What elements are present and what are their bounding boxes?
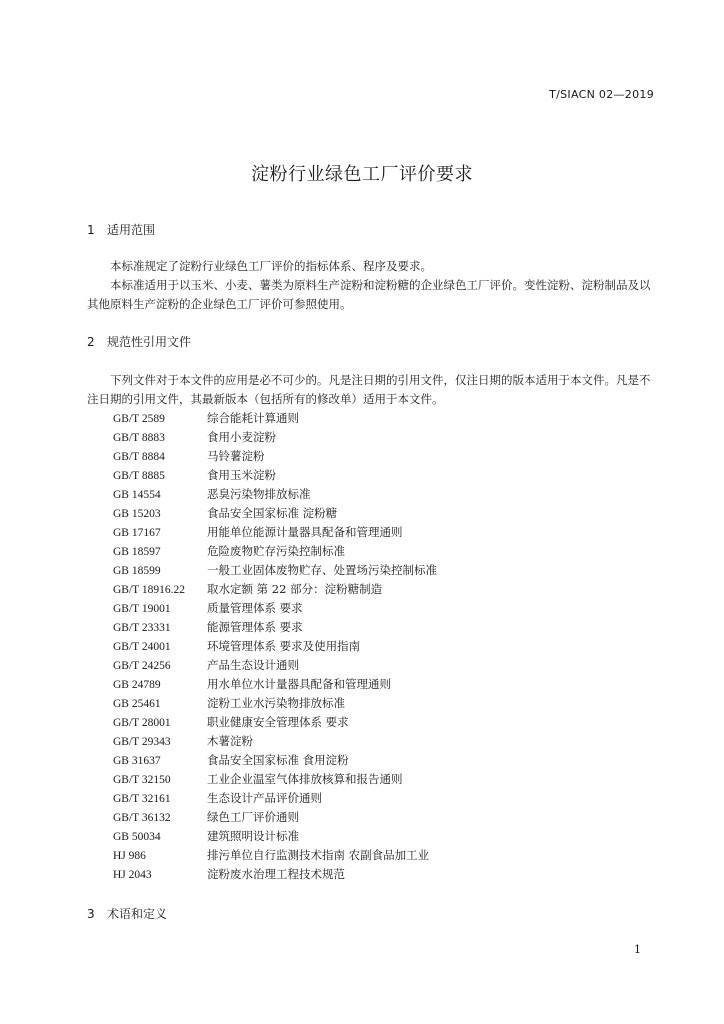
reference-name: 排污单位自行监测技术指南 农副食品加工业 bbox=[207, 848, 430, 862]
reference-name: 产品生态设计通则 bbox=[207, 658, 299, 672]
reference-name: 建筑照明设计标准 bbox=[207, 829, 299, 843]
reference-item bbox=[113, 409, 437, 428]
reference-name: 一般工业固体废物贮存、处置场污染控制标准 bbox=[207, 563, 437, 577]
reference-name: 用水单位水计量器具配备和管理通则 bbox=[207, 677, 391, 691]
reference-code: GB 18599 bbox=[113, 565, 161, 577]
section-title: 规范性引用文件 bbox=[107, 335, 192, 349]
reference-item bbox=[113, 789, 437, 808]
reference-name: 食品安全国家标准 食用淀粉 bbox=[207, 753, 349, 767]
paragraph: 本标准适用于以玉米、小麦、薯类为原料生产淀粉和淀粉糖的企业绿色工厂评价。变性淀粉、淀粉制品及以其他原料生产淀粉的企业绿色工厂评价可参照使用。 bbox=[87, 278, 651, 311]
reference-code: GB 31637 bbox=[113, 755, 161, 767]
reference-name: 淀粉工业水污染物排放标准 bbox=[207, 696, 345, 710]
reference-name: 食用小麦淀粉 bbox=[207, 430, 276, 444]
reference-code: GB/T 24001 bbox=[113, 641, 171, 653]
reference-name: 木薯淀粉 bbox=[207, 734, 253, 748]
reference-name: 取水定额 第 22 部分：淀粉糖制造 bbox=[207, 582, 383, 596]
reference-name: 马铃薯淀粉 bbox=[207, 449, 265, 463]
reference-code: GB/T 2589 bbox=[113, 413, 165, 425]
reference-item bbox=[113, 675, 437, 694]
reference-code: HJ 986 bbox=[113, 850, 146, 862]
reference-item bbox=[113, 827, 437, 846]
reference-item bbox=[113, 599, 437, 618]
reference-item bbox=[113, 732, 437, 751]
page-number: 1 bbox=[634, 943, 641, 956]
reference-name: 生态设计产品评价通则 bbox=[207, 791, 322, 805]
paragraph: 下列文件对于本文件的应用是必不可少的。凡是注日期的引用文件，仅注日期的版本适用于本文件。凡是不注日期的引用文件，其最新版本（包括所有的修改单）适用于本文件。 bbox=[87, 373, 651, 406]
section-heading-2 bbox=[87, 333, 191, 350]
reference-item bbox=[113, 656, 437, 675]
document-title: 淀粉行业绿色工厂评价要求 bbox=[251, 164, 473, 185]
reference-name: 绿色工厂评价通则 bbox=[207, 810, 299, 824]
reference-item bbox=[113, 637, 437, 656]
reference-item bbox=[113, 846, 437, 865]
reference-name: 恶臭污染物排放标准 bbox=[207, 487, 311, 501]
reference-code: GB/T 24256 bbox=[113, 660, 171, 672]
reference-item bbox=[113, 618, 437, 637]
section-heading-3 bbox=[87, 905, 167, 922]
section-title: 术语和定义 bbox=[107, 907, 168, 921]
paragraph: 本标准规定了淀粉行业绿色工厂评价的指标体系、程序及要求。 bbox=[110, 259, 432, 273]
section-number: 3 bbox=[87, 907, 95, 921]
reference-code: HJ 2043 bbox=[113, 869, 152, 881]
reference-code: GB 14554 bbox=[113, 489, 161, 501]
reference-name: 环境管理体系 要求及使用指南 bbox=[207, 639, 361, 653]
reference-code: GB 18597 bbox=[113, 546, 161, 558]
reference-item bbox=[113, 770, 437, 789]
reference-item bbox=[113, 808, 437, 827]
reference-name: 食用玉米淀粉 bbox=[207, 468, 276, 482]
reference-code: GB/T 18916.22 bbox=[113, 584, 185, 596]
reference-code: GB 15203 bbox=[113, 508, 161, 520]
reference-code: GB/T 29343 bbox=[113, 736, 171, 748]
reference-code: GB 50034 bbox=[113, 831, 161, 843]
reference-code: GB 24789 bbox=[113, 679, 161, 691]
reference-item bbox=[113, 580, 437, 599]
reference-code: GB/T 8885 bbox=[113, 470, 165, 482]
reference-code: GB/T 8883 bbox=[113, 432, 165, 444]
reference-item bbox=[113, 751, 437, 770]
reference-name: 食品安全国家标准 淀粉糖 bbox=[207, 506, 338, 520]
section-heading-1 bbox=[87, 221, 155, 238]
reference-item bbox=[113, 865, 437, 884]
reference-item bbox=[113, 466, 437, 485]
reference-item bbox=[113, 428, 437, 447]
reference-list bbox=[113, 409, 437, 884]
reference-item bbox=[113, 523, 437, 542]
reference-item bbox=[113, 447, 437, 466]
reference-item bbox=[113, 561, 437, 580]
reference-name: 淀粉废水治理工程技术规范 bbox=[207, 867, 345, 881]
reference-code: GB 17167 bbox=[113, 527, 161, 539]
reference-code: GB 25461 bbox=[113, 698, 161, 710]
reference-name: 危险废物贮存污染控制标准 bbox=[207, 544, 345, 558]
reference-name: 综合能耗计算通则 bbox=[207, 411, 299, 425]
reference-item bbox=[113, 713, 437, 732]
reference-code: GB/T 32150 bbox=[113, 774, 171, 786]
section-number: 1 bbox=[87, 223, 95, 237]
reference-name: 能源管理体系 要求 bbox=[207, 620, 303, 634]
reference-code: GB/T 32161 bbox=[113, 793, 171, 805]
section-number: 2 bbox=[87, 335, 95, 349]
reference-name: 职业健康安全管理体系 要求 bbox=[207, 715, 349, 729]
reference-code: GB/T 28001 bbox=[113, 717, 171, 729]
reference-code: GB/T 23331 bbox=[113, 622, 171, 634]
reference-code: GB/T 8884 bbox=[113, 451, 165, 463]
reference-name: 用能单位能源计量器具配备和管理通则 bbox=[207, 525, 403, 539]
reference-name: 工业企业温室气体排放核算和报告通则 bbox=[207, 772, 403, 786]
standard-code: T/SIACN 02—2019 bbox=[549, 88, 654, 101]
section-title: 适用范围 bbox=[107, 223, 156, 237]
reference-code: GB/T 36132 bbox=[113, 812, 171, 824]
reference-item bbox=[113, 542, 437, 561]
reference-code: GB/T 19001 bbox=[113, 603, 171, 615]
reference-item bbox=[113, 485, 437, 504]
reference-name: 质量管理体系 要求 bbox=[207, 601, 303, 615]
reference-item bbox=[113, 504, 437, 523]
reference-item bbox=[113, 694, 437, 713]
